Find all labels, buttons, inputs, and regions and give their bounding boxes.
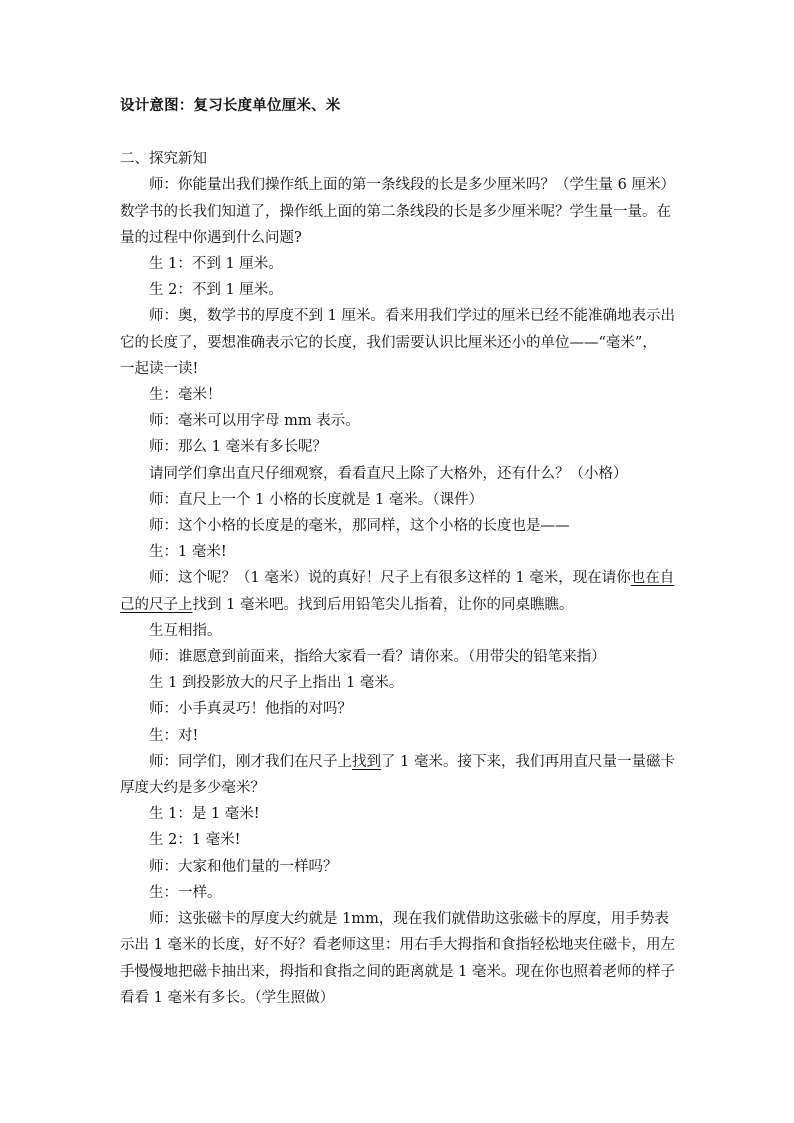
text-segment: 师：那么 1 毫米有多长呢？ [149, 439, 327, 456]
text-segment: 师：直尺上一个 1 小格的长度就是 1 毫米。（课件） [149, 491, 484, 508]
text-segment: 师：这张磁卡的厚度大约就是 1mm，现在我们就借助这张磁卡的厚度，用手势表示出 1 毫米的长度，好不好？看老师这里：用右手大拇指和食指轻松地夹住磁卡，用左手慢慢地把磁卡抽出来，拇指和食指之间的距离就是 1 毫米。现在你也照着老师的样子看看 1 毫米有多长。（学生照做） [120, 911, 675, 1006]
text-segment: 生 1 到投影放大的尺子上指出 1 毫米。 [149, 675, 404, 692]
text-segment: 生 1：是 1 毫米! [149, 806, 260, 823]
text-segment: 师：毫米可以用字母 mm 表示。 [149, 413, 360, 430]
text-segment: 生：一样。 [149, 884, 222, 901]
paragraph [120, 461, 675, 487]
paragraph [120, 854, 675, 880]
text-segment: 找到 1 毫米吧。找到后用铅笔尖儿指着，让你的同桌瞧瞧。 [192, 596, 574, 613]
paragraph [120, 382, 675, 408]
paragraph [120, 172, 675, 251]
document-body [120, 93, 675, 1011]
paragraph [120, 723, 675, 749]
text-segment: 请同学们拿出直尺仔细观察，看看直尺上除了大格外，还有什么？（小格） [149, 465, 628, 482]
paragraph [120, 801, 675, 827]
text-segment: 生 2：不到 1 厘米。 [149, 282, 283, 299]
paragraph [120, 696, 675, 722]
paragraph [120, 906, 675, 1011]
text-segment: 师：小手真灵巧！他指的对吗？ [149, 701, 352, 718]
text-segment: 生互相指。 [149, 622, 222, 639]
design-intent-heading: 设计意图：复习长度单位厘米、米 [120, 97, 341, 114]
text-segment: 生 2：1 毫米! [149, 832, 241, 849]
paragraph [120, 513, 675, 539]
paragraph [120, 644, 675, 670]
paragraph [120, 618, 675, 644]
underlined-text: 找到 [352, 753, 381, 770]
text-segment: 师：这个小格的长度是的毫米，那同样，这个小格的长度也是—— [149, 518, 570, 535]
text-segment: 师：大家和他们量的一样吗？ [149, 858, 338, 875]
paragraph [120, 251, 675, 277]
section-title: 二、探究新知 [120, 151, 207, 168]
paragraph [120, 277, 675, 303]
paragraph [120, 749, 675, 801]
paragraph [120, 487, 675, 513]
text-segment: 师：奥，数学书的厚度不到 1 厘米。看来用我们学过的厘米已经不能准确地表示出它的长度了，要想准确表示它的长度，我们需要认识比厘米还小的单位——“毫米”， 一起读一读! [120, 308, 675, 377]
paragraph [120, 565, 675, 617]
text-segment: 了 1 毫米。接下来，我们再用直尺量一量磁卡厚度大约是多少毫米？ [120, 753, 675, 797]
paragraph [120, 880, 675, 906]
text-segment: 生 1：不到 1 厘米。 [149, 256, 283, 273]
text-segment: 生：对! [149, 727, 199, 744]
text-segment: 师：你能量出我们操作纸上面的第一条线段的长是多少厘米吗？（学生量 6 厘米）数学书的长我们知道了，操作纸上面的第二条线段的长是多少厘米呢？学生量一量。在量的过程中你遇到什么问题? [120, 177, 675, 246]
paragraph [120, 303, 675, 382]
paragraph [120, 539, 675, 565]
text-segment: 生：毫米！ [149, 387, 222, 404]
text-segment: 师：这个呢？（1 毫米）说的真好！尺子上有很多这样的 1 毫米，现在请你 [149, 570, 631, 587]
text-segment: 生：1 毫米! [149, 544, 227, 561]
underlined-text: 也在自己的尺子上 [120, 570, 675, 613]
paragraph [120, 827, 675, 853]
text-segment: 师：同学们，刚才我们在尺子上 [149, 753, 352, 770]
paragraph [120, 434, 675, 460]
paragraph [120, 670, 675, 696]
paragraph [120, 408, 675, 434]
text-segment: 师：谁愿意到前面来，指给大家看一看？请你来。（用带尖的铅笔来指） [149, 649, 606, 666]
